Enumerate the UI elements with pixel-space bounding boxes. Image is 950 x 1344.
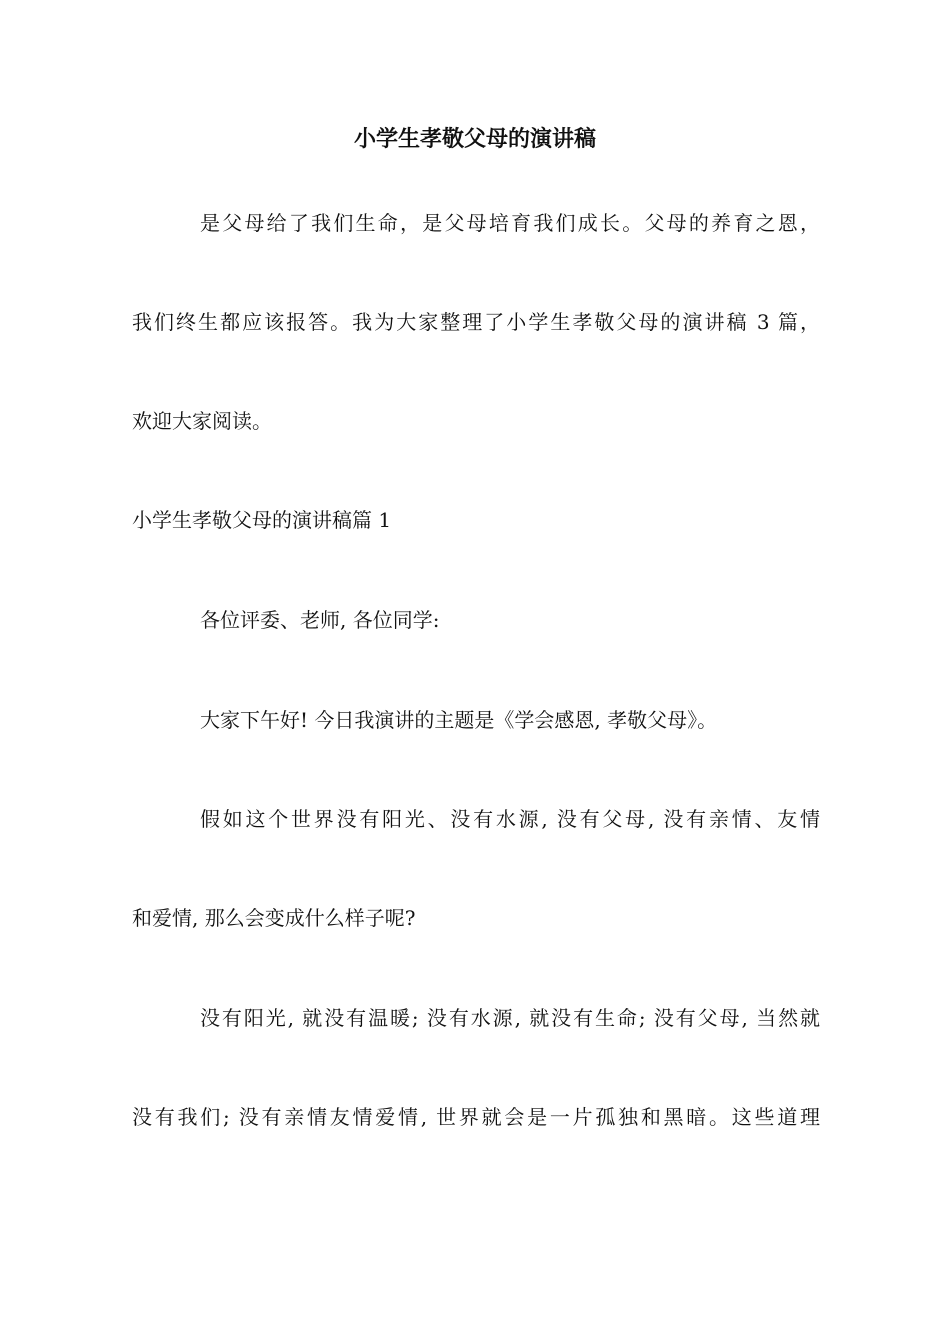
paragraph-line: 欢迎大家阅读。 <box>132 409 272 433</box>
paragraph-line: 和爱情, 那么会变成什么样子呢? <box>132 906 416 930</box>
paragraph-line: 我们终生都应该报答。我为大家整理了小学生孝敬父母的演讲稿 3 篇， <box>132 310 820 334</box>
paragraph-line: 假如这个世界没有阳光、没有水源, 没有父母, 没有亲情、友情 <box>200 807 820 831</box>
section-heading: 小学生孝敬父母的演讲稿篇 1 <box>132 508 392 532</box>
paragraph-line: 没有阳光, 就没有温暖; 没有水源, 就没有生命; 没有父母, 当然就 <box>200 1006 820 1030</box>
document-title: 小学生孝敬父母的演讲稿 <box>353 127 596 152</box>
paragraph-line: 没有我们; 没有亲情友情爱情, 世界就会是一片孤独和黑暗。这些道理 <box>132 1105 820 1129</box>
paragraph-line: 是父母给了我们生命，是父母培育我们成长。父母的养育之恩， <box>200 211 820 235</box>
paragraph-line: 大家下午好! 今日我演讲的主题是《学会感恩, 孝敬父母》。 <box>200 708 718 732</box>
salutation-line: 各位评委、老师, 各位同学: <box>200 608 440 632</box>
